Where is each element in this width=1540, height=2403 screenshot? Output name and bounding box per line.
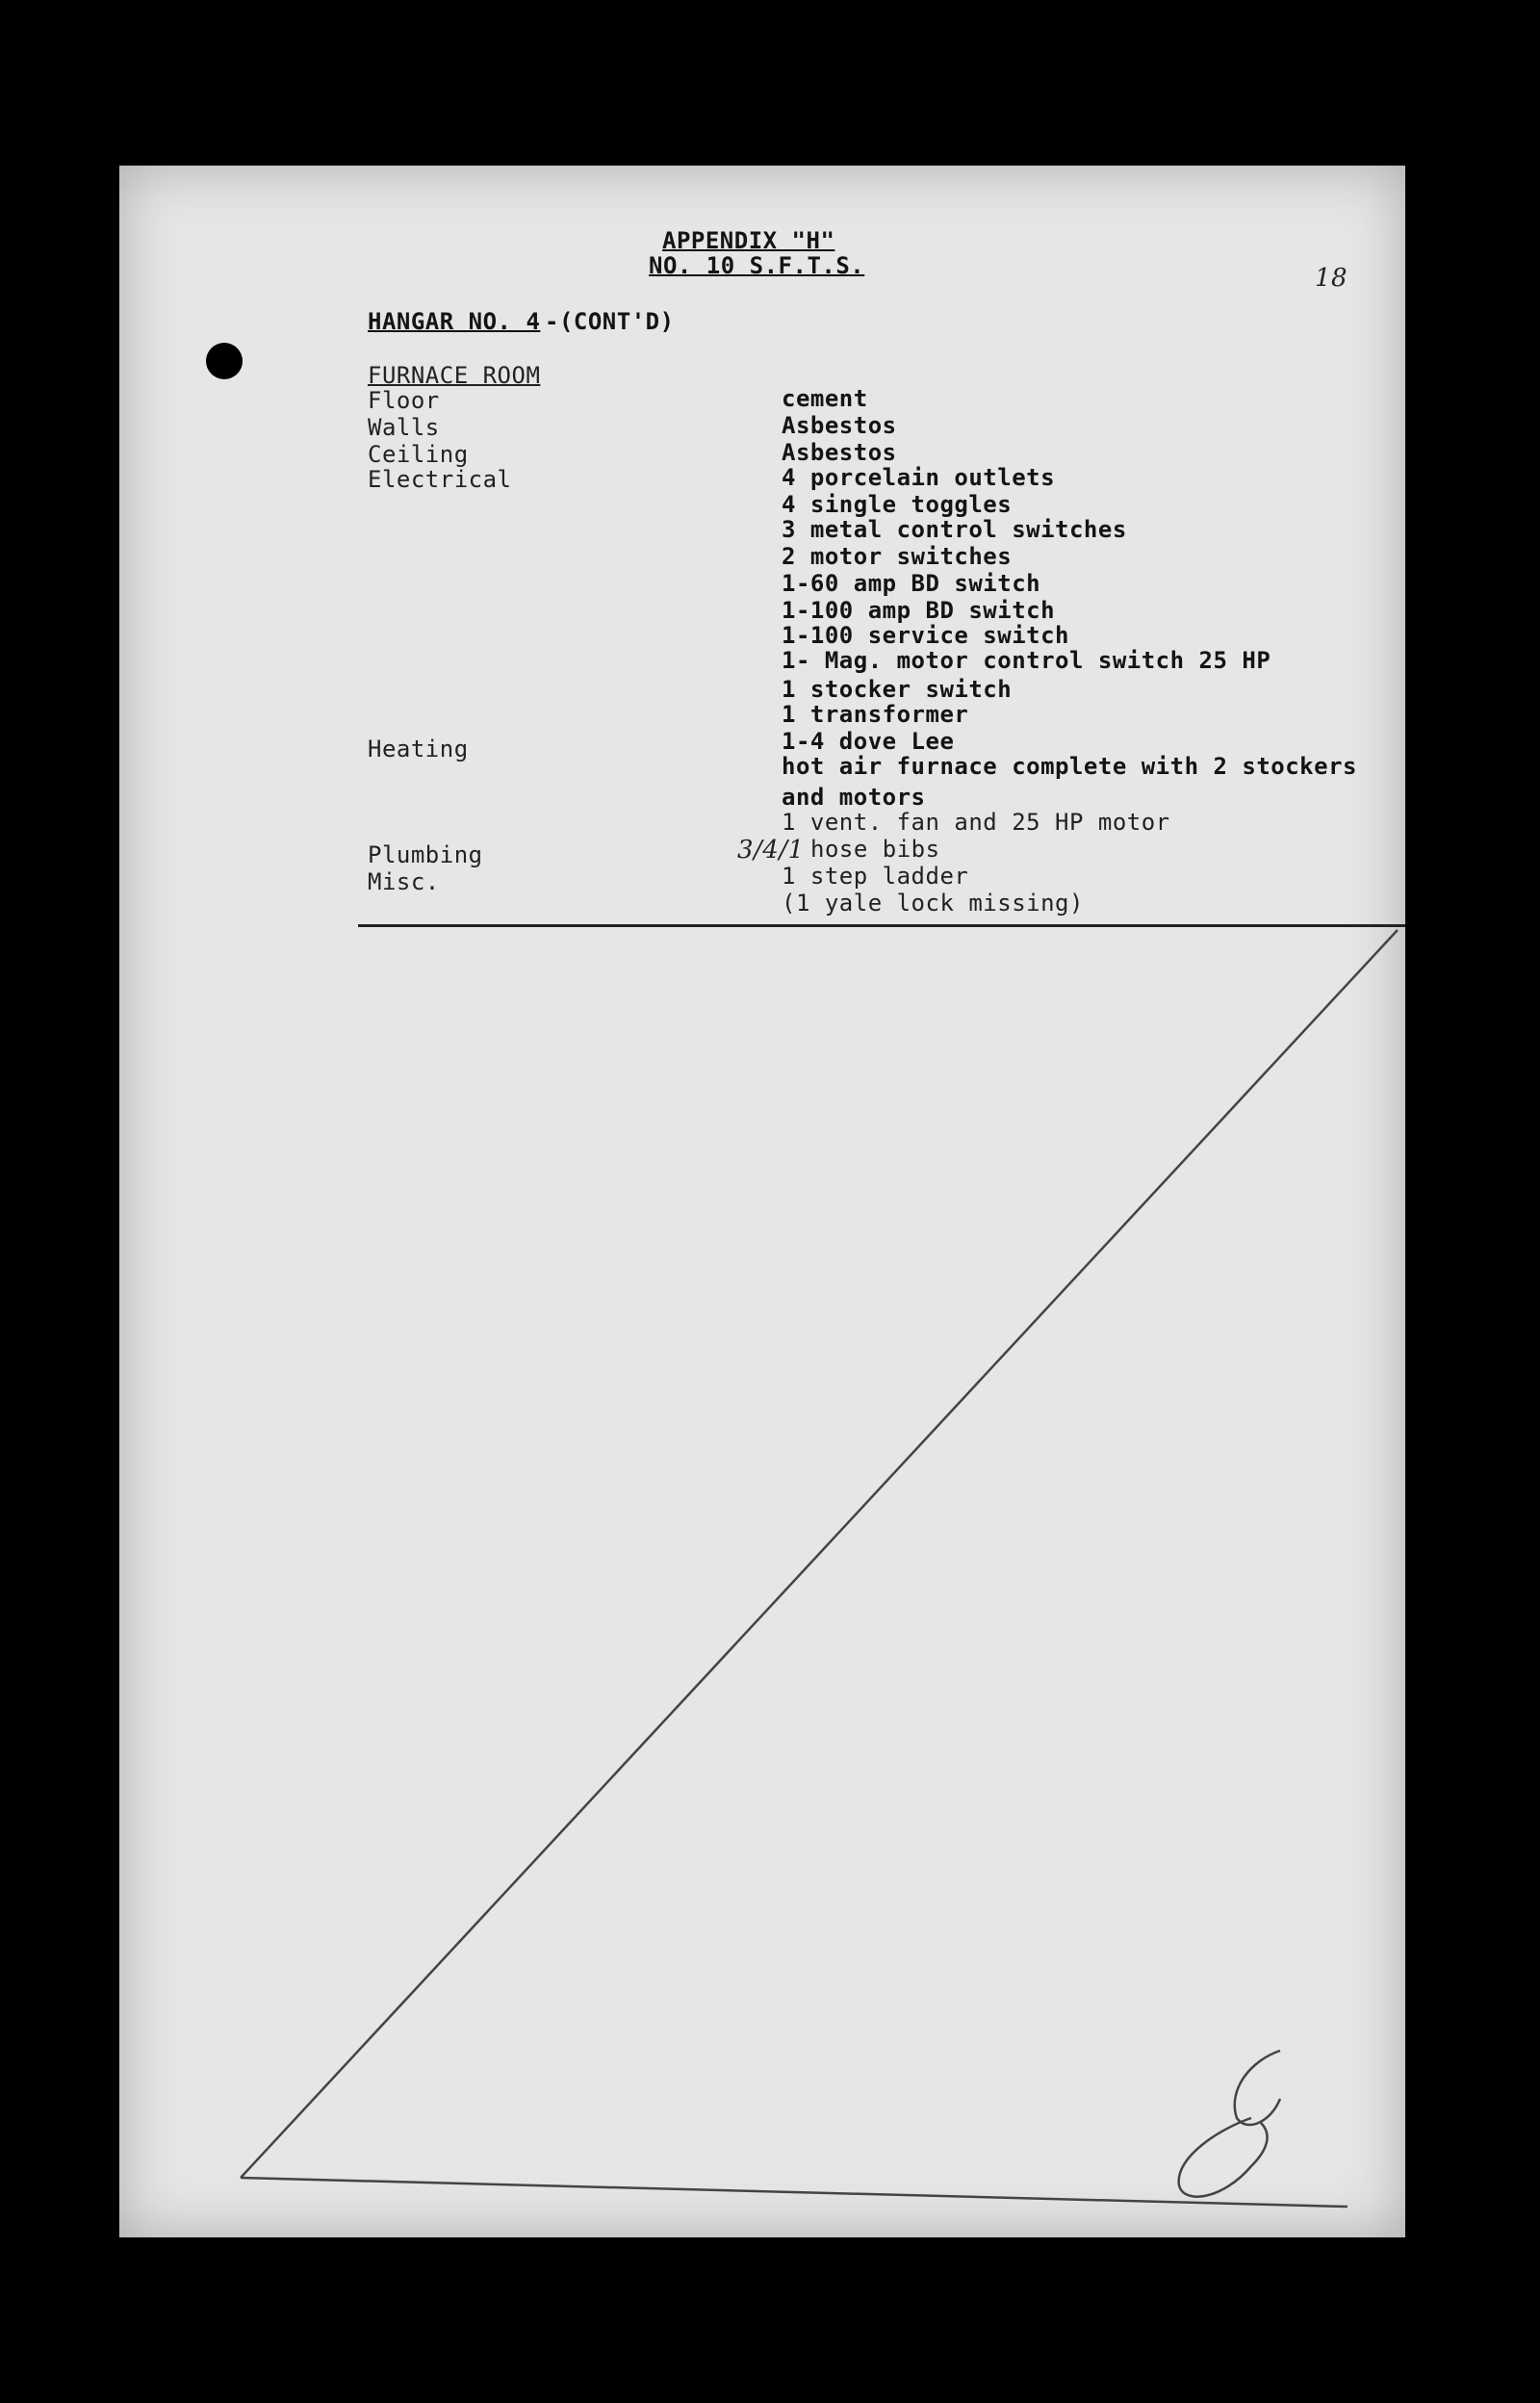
value-line: 1-4 dove Lee: [782, 728, 955, 755]
value-line: hot air furnace complete with 2 stockers: [782, 753, 1357, 780]
label-floor: Floor: [368, 387, 440, 414]
value-line: 1-100 service switch: [782, 622, 1069, 649]
label-walls: Walls: [368, 414, 440, 441]
hangar-heading: HANGAR NO. 4: [368, 308, 541, 335]
value-line: 1 stocker switch: [782, 676, 1013, 703]
value-line: 1 step ladder: [782, 863, 969, 890]
label-heating: Heating: [368, 736, 469, 762]
value-line: Asbestos: [782, 412, 897, 439]
value-line: 1 transformer: [782, 701, 969, 728]
handwritten-initials-icon: [1179, 2051, 1280, 2197]
label-electrical: Electrical: [368, 466, 512, 493]
appendix-title: APPENDIX "H": [662, 227, 835, 254]
value-line: 2 motor switches: [782, 543, 1013, 570]
value-line: 1-100 amp BD switch: [782, 597, 1056, 624]
page-number: 18: [1315, 264, 1348, 293]
value-line: cement: [782, 385, 868, 412]
value-line: hose bibs: [810, 836, 940, 863]
hangar-suffix: -(CONT'D): [545, 308, 675, 335]
label-misc: Misc.: [368, 868, 440, 895]
value-line: Asbestos: [782, 439, 897, 466]
handwritten-number: 3/4/1: [737, 836, 805, 865]
value-line: 4 single toggles: [782, 491, 1013, 518]
value-line: 3 metal control switches: [782, 516, 1127, 543]
unit-title: NO. 10 S.F.T.S.: [649, 252, 865, 279]
value-line: (1 yale lock missing): [782, 890, 1084, 917]
label-plumbing: Plumbing: [368, 841, 483, 868]
label-ceiling: Ceiling: [368, 441, 469, 468]
room-heading: FURNACE ROOM: [368, 362, 541, 389]
diagonal-strike-line: [241, 930, 1398, 2178]
value-line: 4 porcelain outlets: [782, 464, 1056, 491]
value-line: and motors: [782, 784, 926, 811]
value-line: 1-60 amp BD switch: [782, 570, 1041, 597]
value-line: 1 vent. fan and 25 HP motor: [782, 809, 1170, 836]
value-line: 1- Mag. motor control switch 25 HP: [782, 647, 1271, 674]
